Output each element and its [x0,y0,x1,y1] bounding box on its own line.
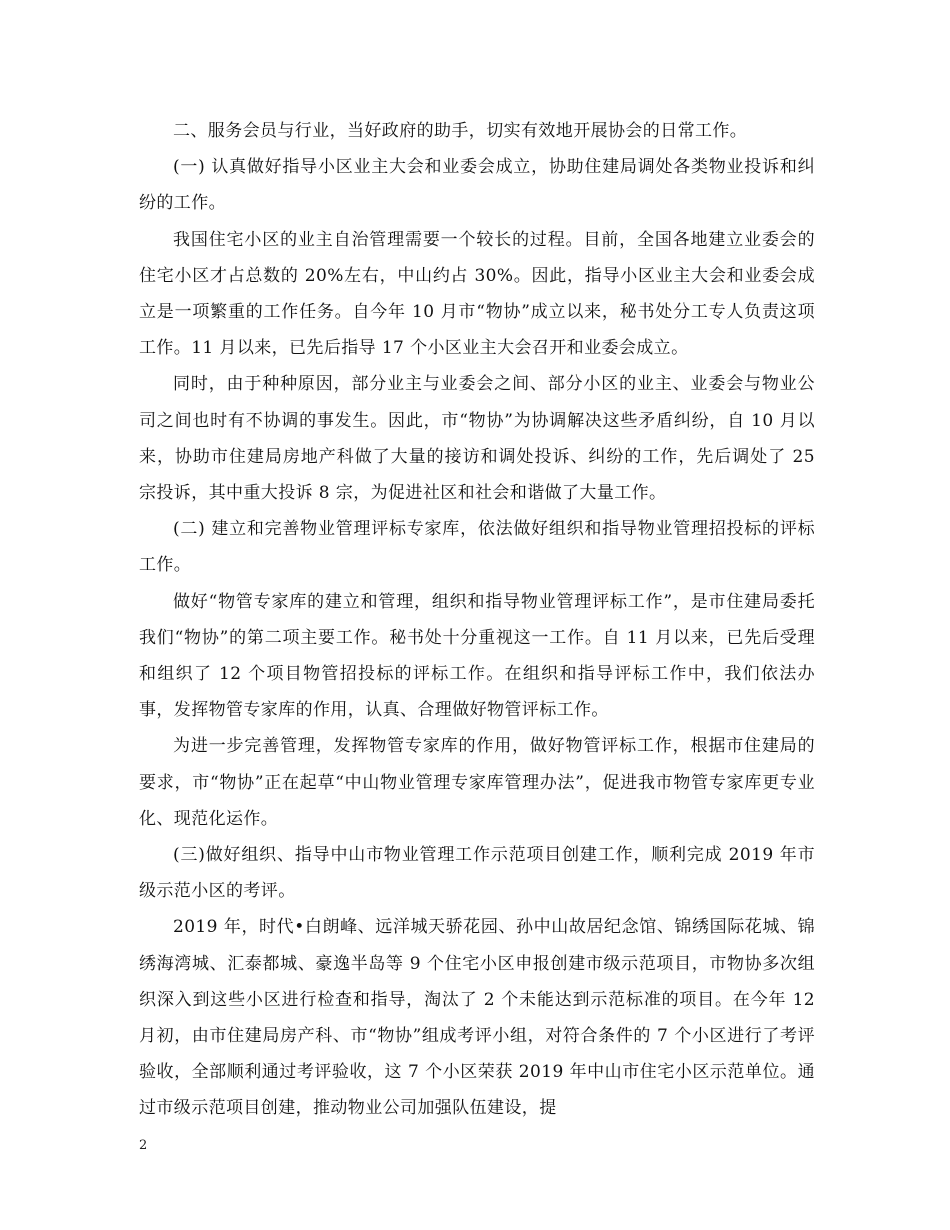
body-paragraph: 同时，由于种种原因，部分业主与业委会之间、部分小区的业主、业委会与物业公司之间也时有不协调的事发生。因此，市“物协”为协调解决这些矛盾纠纷，自 10 月以来，协助市住建局房地产科做了大量的接访和调处投诉、纠纷的工作，先后调处了 25 宗投诉，其中重大投诉 8 宗，为促进社区和社会和谐做了大量工作。 [139,374,815,504]
page-number: 2 [139,1138,148,1153]
subsection-heading-1: (一) 认真做好指导小区业主大会和业委会成立，协助住建局调处各类物业投诉和纠纷的工作。 [139,157,815,214]
document-body [139,113,815,1127]
body-paragraph: 为进一步完善管理，发挥物管专家库的作用，做好物管评标工作，根据市住建局的要求，市“物协”正在起草“中山物业管理专家库管理办法”，促进我市物管专家库更专业化、现范化运作。 [139,736,815,829]
body-paragraph: 做好“物管专家库的建立和管理，组织和指导物业管理评标工作”，是市住建局委托我们“物协”的第二项主要工作。秘书处十分重视这一工作。自 11 月以来，已先后受理和组织了 12 个项目物管招投标的评标工作。在组织和指导评标工作中，我们依法办事，发挥物管专家库的作用，认真、合理做好物管评标工作。 [139,591,815,721]
subsection-heading-2: (二) 建立和完善物业管理评标专家库，依法做好组织和指导物业管理招投标的评标工作。 [139,519,815,576]
body-paragraph: 2019 年，时代•白朗峰、远洋城天骄花园、孙中山故居纪念馆、锦绣国际花城、锦绣海湾城、汇泰都城、豪逸半岛等 9 个住宅小区申报创建市级示范项目，市物协多次组织深入到这些小区进行检查和指导，淘汰了 2 个未能达到示范标准的项目。在今年 12 月初，由市住建局房产科、市“物协”组成考评小组，对符合条件的 7 个小区进行了考评验收，全部顺利通过考评验收，这 7 个小区荣获 2019 年中山市住宅小区示范单位。通过市级示范项目创建，推动物业公司加强队伍建设，提 [139,917,815,1119]
body-paragraph: 我国住宅小区的业主自治管理需要一个较长的过程。目前，全国各地建立业委会的住宅小区才占总数的 20%左右，中山约占 30%。因此，指导小区业主大会和业委会成立是一项繁重的工作任务。自今年 10 月市“物协”成立以来，秘书处分工专人负责这项工作。11 月以来，已先后指导 17 个小区业主大会召开和业委会成立。 [139,229,815,359]
subsection-heading-3: (三)做好组织、指导中山市物业管理工作示范项目创建工作，顺利完成 2019 年市级示范小区的考评。 [139,845,815,902]
section-heading-2: 二、服务会员与行业，当好政府的助手，切实有效地开展协会的日常工作。 [173,121,748,141]
